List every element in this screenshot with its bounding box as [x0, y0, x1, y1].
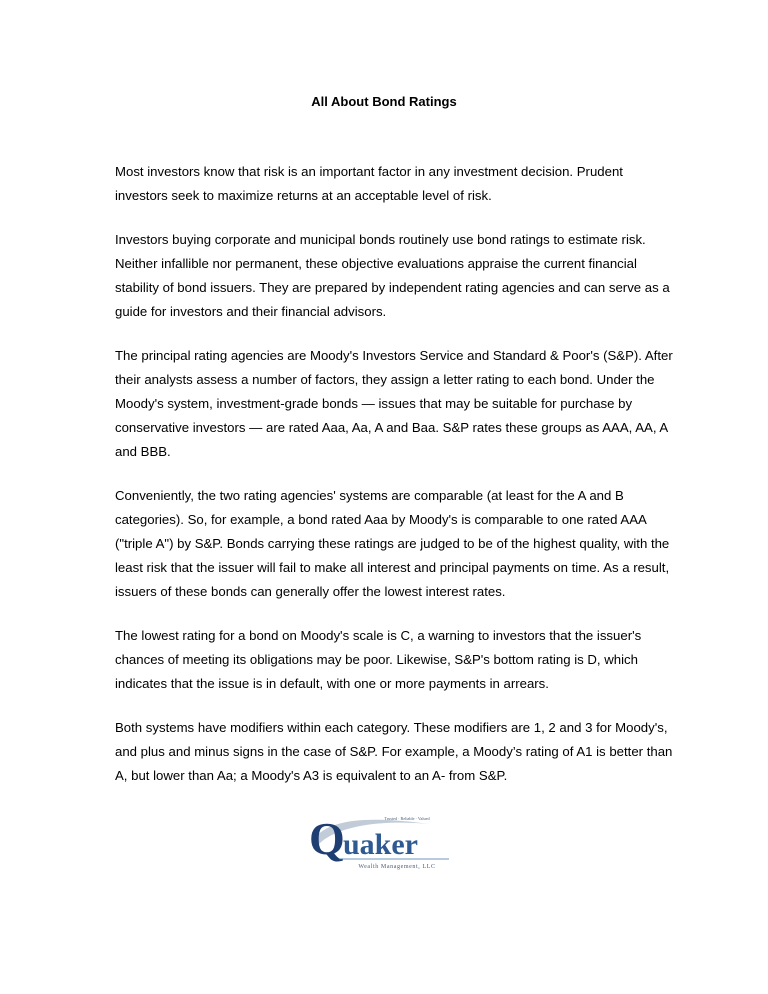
logo-tagline-bottom: Wealth Management, LLC [358, 864, 436, 870]
paragraph-2: Investors buying corporate and municipal bonds routinely use bond ratings to estimate risk. Neither infallible nor permanent, these objective evaluations appraise the current financial stability of bond issuers. They are prepared by independent rating agencies and can serve as a guide for investors and their financial advisors. [115, 232, 670, 319]
paragraph-3: The principal rating agencies are Moody's Investors Service and Standard & Poor's (S&P). After their analysts assess a number of factors, they assign a letter rating to each bond. Under the Moody's system, investment-grade bonds — issues that may be suitable for purchase by conservative investors — are rated Aaa, Aa, A and Baa. S&P rates these groups as AAA, AA, A and BBB. [115, 348, 673, 459]
paragraph-4: Conveniently, the two rating agencies' systems are comparable (at least for the A and B categories). So, for example, a bond rated Aaa by Moody's is comparable to one rated AAA ("triple A") by S&P. Bonds carrying these ratings are judged to be of the highest quality, with the least risk that the issuer will fail to make all interest and principal payments on time. As a result, issuers of these bonds can generally offer the lowest interest rates. [115, 488, 670, 599]
quaker-logo [309, 810, 459, 874]
logo-letter-q: Q [309, 813, 345, 864]
document-body [115, 160, 675, 808]
document-title: All About Bond Ratings [311, 94, 457, 109]
paragraph-5: The lowest rating for a bond on Moody's scale is C, a warning to investors that the issuer's chances of meeting its obligations may be poor. Likewise, S&P's bottom rating is D, which indicates that the issue is in default, with one or more payments in arrears. [115, 628, 642, 691]
paragraph-6: Both systems have modifiers within each category. These modifiers are 1, 2 and 3 for Moody's, and plus and minus signs in the case of S&P. For example, a Moody’s rating of A1 is better than A, but lower than Aa; a Moody's A3 is equivalent to an A- from S&P. [115, 720, 673, 783]
logo-wordmark: uaker [343, 828, 418, 861]
logo-tagline-top: Trusted · Reliable · Valued [384, 816, 430, 821]
paragraph-1: Most investors know that risk is an important factor in any investment decision. Prudent investors seek to maximize returns at an acceptable level of risk. [115, 164, 623, 203]
